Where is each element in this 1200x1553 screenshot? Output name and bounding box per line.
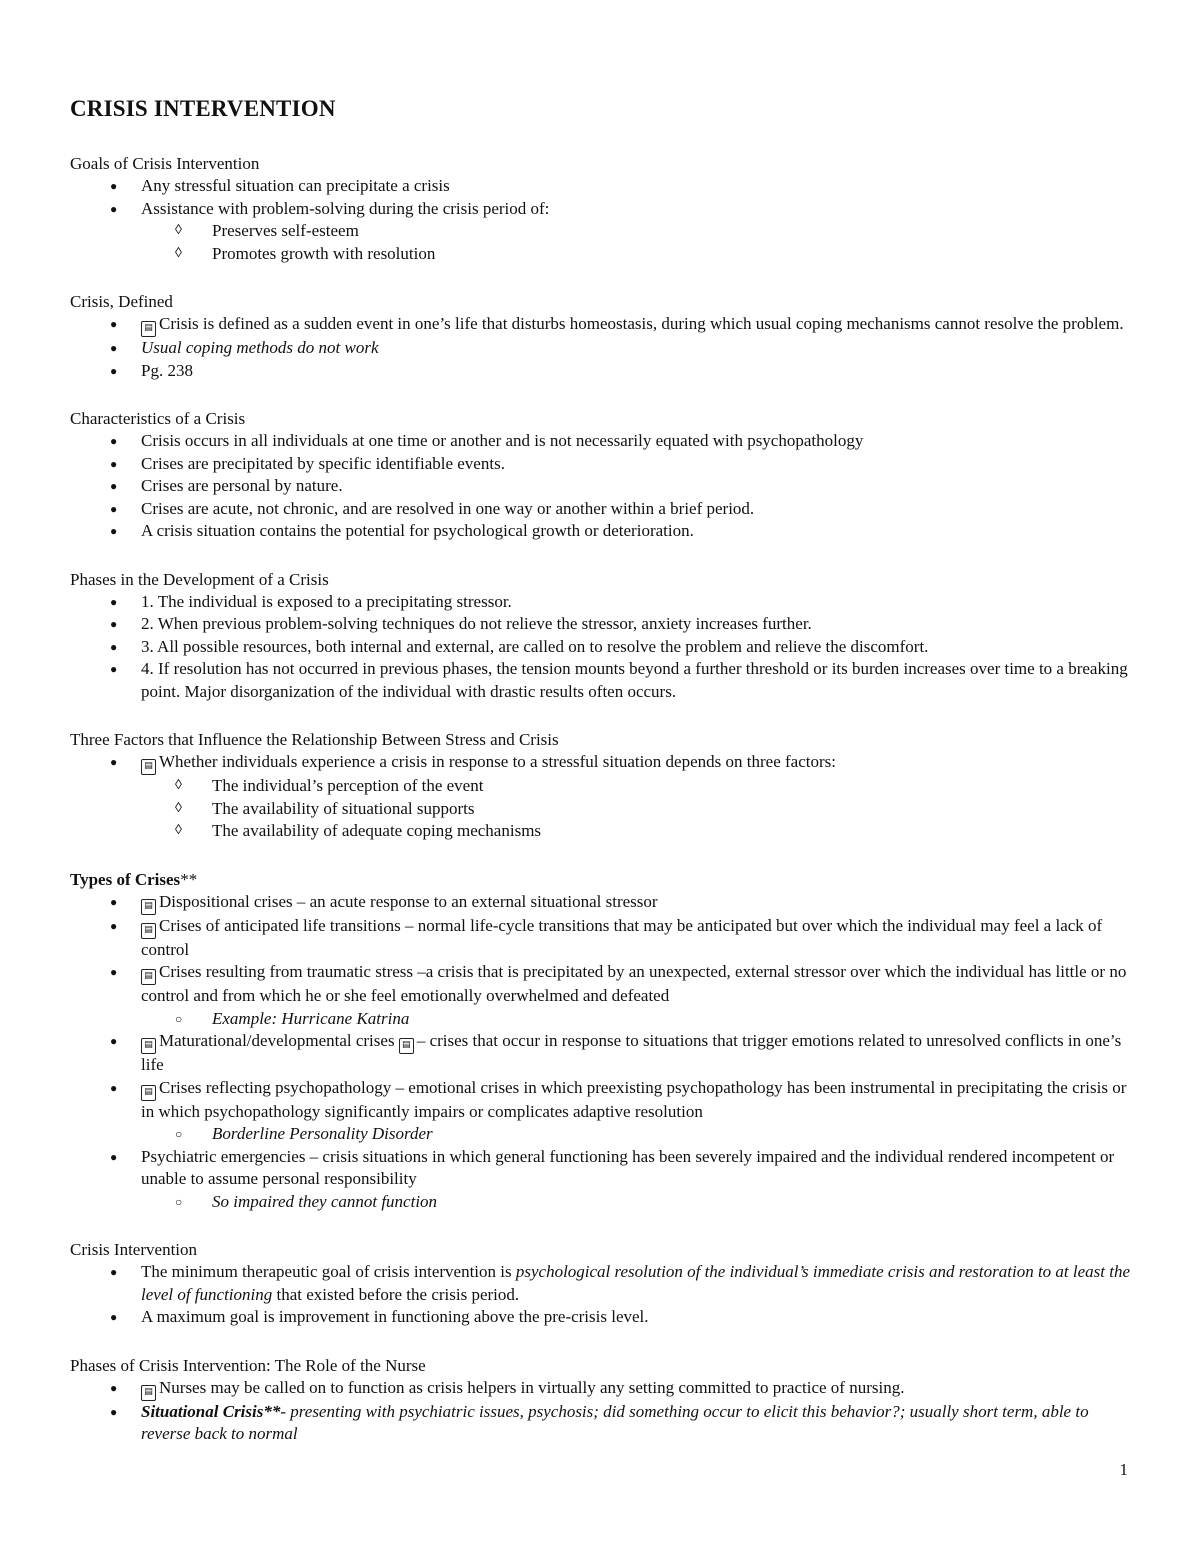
section-title: Three Factors that Influence the Relationship Between Stress and Crisis [70, 730, 559, 749]
section-intervention [70, 1238, 1140, 1329]
list-item: ● Crises are acute, not chronic, and are resolved in one way or another within a brief period. [70, 498, 1140, 521]
section-title: Goals of Crisis Intervention [70, 154, 260, 173]
sub-list-item: ◊ The individual’s perception of the event [70, 775, 1140, 798]
section-title: Characteristics of a Crisis [70, 409, 246, 428]
list-item: ● ▤ Crises of anticipated life transitions – normal life-cycle transitions that may be anticipated but over which the individual may feel a lack of control [70, 915, 1140, 962]
list-item: ● Any stressful situation can precipitate a crisis [70, 175, 1140, 198]
list-item: ● ▤ Crises resulting from traumatic stress –a crisis that is precipitated by an unexpected, external stressor over which the individual has little or no control and from which he or she feel emotionally overwhelmed and defeated ○ Example: Hurricane Katrina [70, 961, 1140, 1030]
section-title: Phases in the Development of a Crisis [70, 569, 329, 589]
slide-icon: ▤ [141, 923, 156, 939]
list-item: ● Usual coping methods do not work [70, 337, 1140, 360]
section-nurse [70, 1354, 1140, 1446]
list-item: ● ▤ Maturational/developmental crises ▤ – crises that occur in response to situations that trigger emotions related to unresolved conflicts in one’s life [70, 1030, 1140, 1077]
sub-list-item: ◊ Promotes growth with resolution [70, 243, 1140, 266]
slide-icon: ▤ [141, 1385, 156, 1401]
section-types [70, 868, 1140, 1214]
sub-list-item: ○ Borderline Personality Disorder [70, 1123, 1140, 1146]
section-goals [70, 152, 1140, 265]
section-defined [70, 290, 1140, 382]
sub-list-item: ○ Example: Hurricane Katrina [70, 1008, 1140, 1031]
slide-icon: ▤ [141, 759, 156, 775]
section-title: Types of Crises** [70, 869, 198, 889]
list-item: ● A maximum goal is improvement in functioning above the pre-crisis level. [70, 1306, 1140, 1329]
list-item: ● ▤ Dispositional crises – an acute response to an external situational stressor [70, 891, 1140, 915]
list-item: ● 2. When previous problem-solving techniques do not relieve the stressor, anxiety increases further. [70, 613, 1140, 636]
list-item: ● ▤ Crisis is defined as a sudden event in one’s life that disturbs homeostasis, during which usual coping mechanisms cannot resolve the problem. [70, 313, 1140, 337]
list-item: ● 3. All possible resources, both internal and external, are called on to resolve the problem and relieve the discomfort. [70, 636, 1140, 659]
sub-list-item: ○ So impaired they cannot function [70, 1191, 1140, 1214]
list-item: ● Pg. 238 [70, 360, 1140, 383]
list-item: ● ▤ Whether individuals experience a crisis in response to a stressful situation depends on three factors: ◊ The individual’s perception of the event ◊ The availability of situational supports ◊ The availability of adequate coping mechanisms [70, 751, 1140, 843]
list-item: ● The minimum therapeutic goal of crisis intervention is psychological resolution of the individual’s immediate crisis and restoration to at least the level of functioning that existed before the crisis period. [70, 1261, 1140, 1306]
sub-list-item: ◊ The availability of adequate coping mechanisms [70, 820, 1140, 843]
section-factors [70, 728, 1140, 843]
section-characteristics [70, 407, 1140, 543]
list-item: ● 4. If resolution has not occurred in previous phases, the tension mounts beyond a further threshold or its burden increases over time to a breaking point. Major disorganization of the individual with drastic results often occurs. [70, 658, 1140, 703]
list-item: ● ▤ Crises reflecting psychopathology – emotional crises in which preexisting psychopathology has been instrumental in precipitating the crisis or in which psychopathology significantly impairs or complicates adaptive resolution ○ Borderline Personality Disorder [70, 1077, 1140, 1146]
slide-icon: ▤ [141, 1038, 156, 1054]
slide-icon: ▤ [399, 1038, 414, 1054]
document-page [70, 96, 1140, 1471]
slide-icon: ▤ [141, 969, 156, 985]
section-title: Phases of Crisis Intervention: The Role of the Nurse [70, 1355, 426, 1375]
list-item: ● ▤ Nurses may be called on to function as crisis helpers in virtually any setting committed to practice of nursing. [70, 1377, 1140, 1401]
list-item: ● Psychiatric emergencies – crisis situations in which general functioning has been severely impaired and the individual rendered incompetent or unable to assume personal responsibility ○ So impaired they cannot function [70, 1146, 1140, 1214]
list-item: ● Crisis occurs in all individuals at one time or another and is not necessarily equated with psychopathology [70, 430, 1140, 453]
list-item: ● Assistance with problem-solving during the crisis period of: ◊ Preserves self-esteem ◊ Promotes growth with resolution [70, 198, 1140, 266]
slide-icon: ▤ [141, 321, 156, 337]
document-title: CRISIS INTERVENTION [70, 96, 336, 121]
page-number: 1 [1119, 1460, 1128, 1479]
list-item: ● A crisis situation contains the potential for psychological growth or deterioration. [70, 520, 1140, 543]
list-item: ● Crises are precipitated by specific identifiable events. [70, 453, 1140, 476]
section-title: Crisis Intervention [70, 1240, 198, 1259]
section-title: Crisis, Defined [70, 292, 173, 311]
list-item: ● Crises are personal by nature. [70, 475, 1140, 498]
sub-list-item: ◊ The availability of situational supports [70, 798, 1140, 821]
list-item: ● Situational Crisis**- presenting with psychiatric issues, psychosis; did something occur to elicit this behavior?; usually short term, able to reverse back to normal [70, 1401, 1140, 1446]
slide-icon: ▤ [141, 1085, 156, 1101]
slide-icon: ▤ [141, 899, 156, 915]
sub-list-item: ◊ Preserves self-esteem [70, 220, 1140, 243]
section-phases [70, 568, 1140, 704]
list-item: ● 1. The individual is exposed to a precipitating stressor. [70, 591, 1140, 614]
